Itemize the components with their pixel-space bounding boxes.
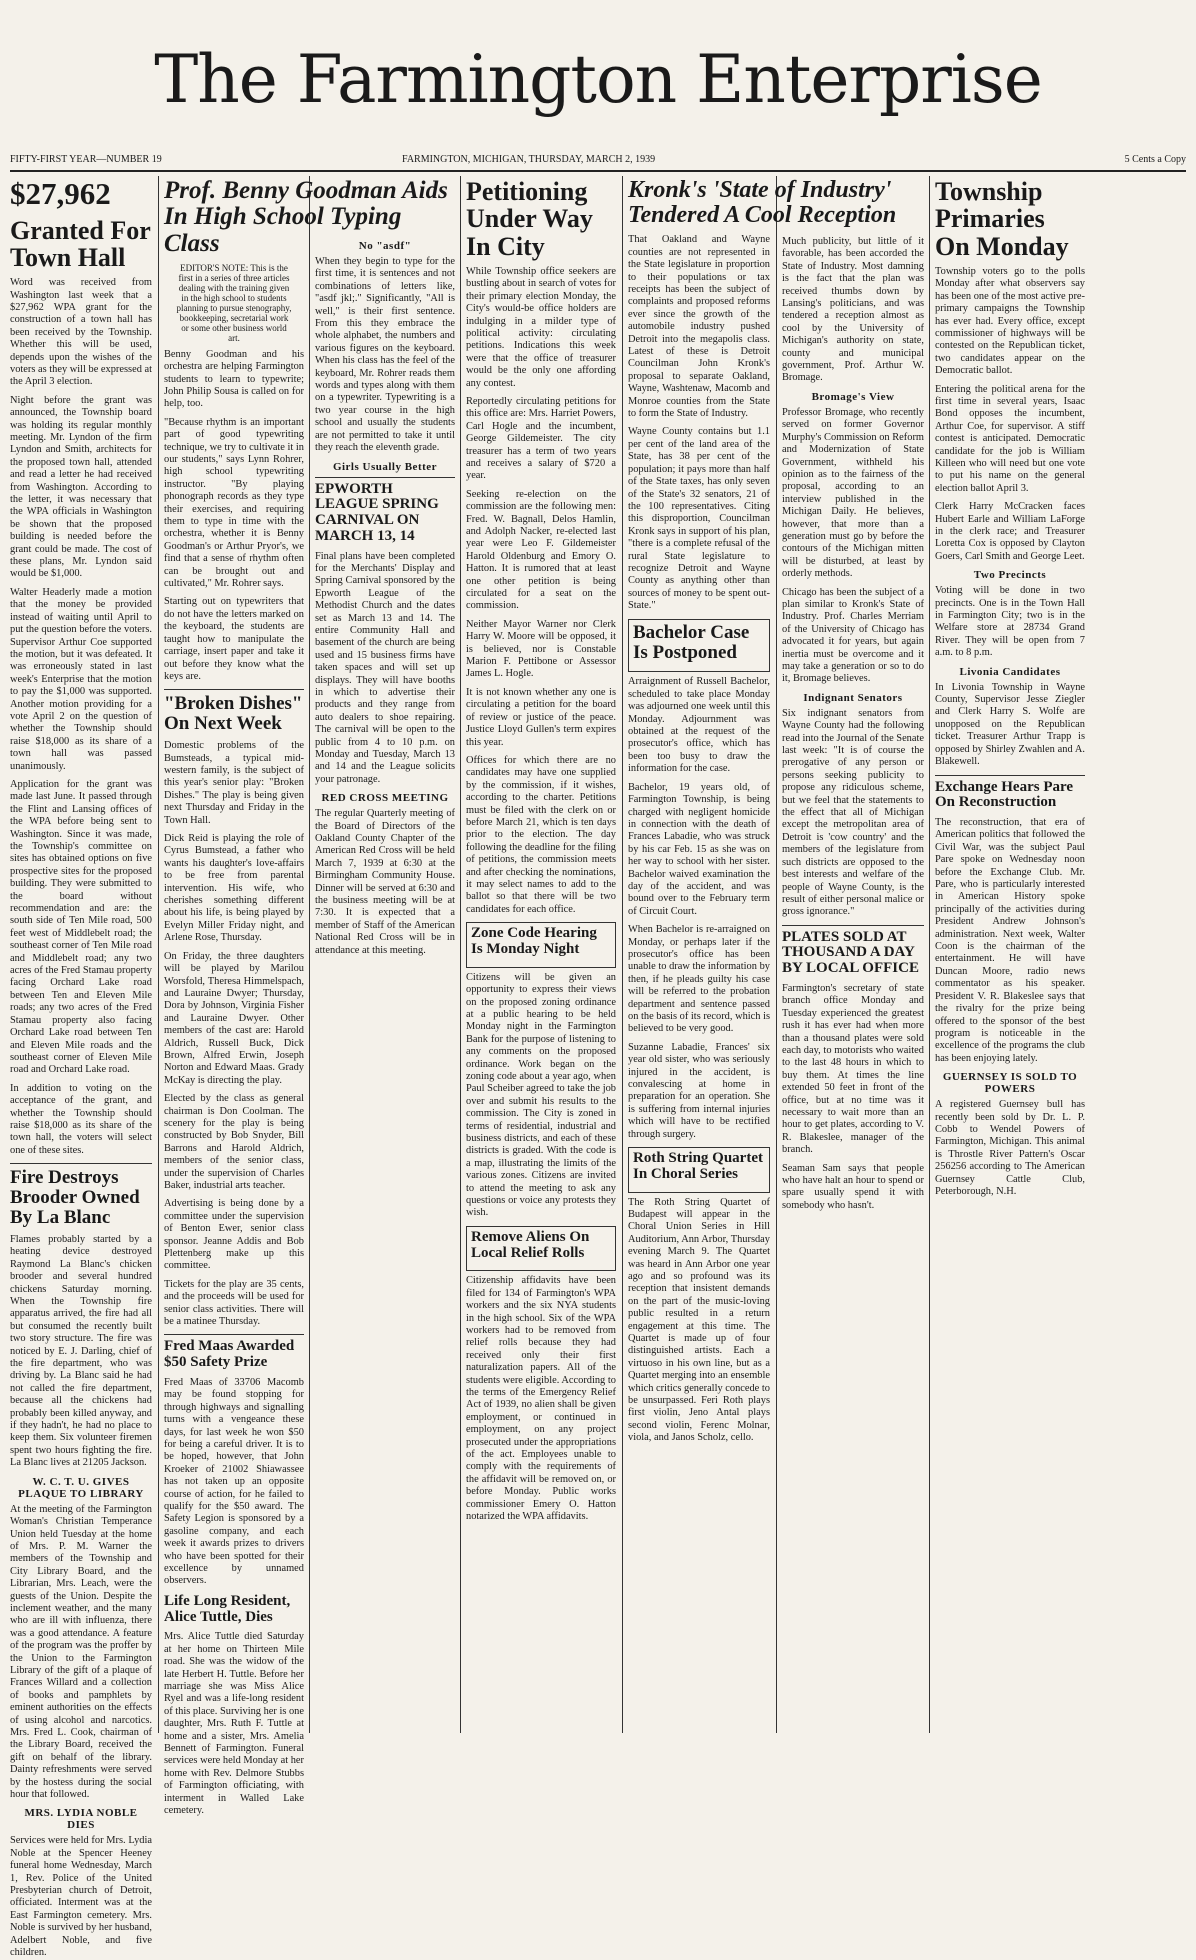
article-paragraph: On Friday, the three daughters will be played by Marilou Worsfold, Theresa Himmelspach, and Lauraine Dwyer; Thursday, Dora by Johnson, Virginia Fisher and Lauraine Dwyer. Other members of the cast are: Harold Aldrich, Russell Buck, Dick Brown, Alfred Erwin, Joseph Norton and Edward Maas. Grady McKay is directing the play. [164, 950, 304, 1086]
bachelor-box [628, 619, 770, 673]
article-paragraph: Bachelor, 19 years old, of Farmington Township, is being charged with negligent homicide in connection with the death of Frances Labadie, who was struck by his car Feb. 15 as she was on her way to school with her sister. Bachelor waived examination the day of the accident, and was bound over to the February term of Circuit Court. [628, 781, 770, 917]
headline-township: Township Primaries On Monday [935, 177, 1069, 261]
article-paragraph: Seaman Sam says that people who have halt an hour to spend or spare usually spend it with somebody who hasn't. [782, 1162, 924, 1211]
headline-goodman: Prof. Benny Goodman Aids In High School Typing Class [164, 177, 448, 257]
article-paragraph: The reconstruction, that era of American politics that followed the Civil War, was the subject Paul Pare spoke on Wednesday noon before the Exchange Club. Mr. Pare, who is particularly interested in American History spoke principally of the activities during President Andrew Johnson's administration. Next week, Walter Coon is the chairman of the entertainment. He will have Duncan Moore, radio news commentator as his speaker. President V. R. Blakeslee says that the rivalry for the prize being offered to the sponsor of the best program is noticeable in the excellence of the programs the club has been enjoying lately. [935, 817, 1085, 1064]
article-paragraph: In addition to voting on the acceptance of the grant, and whether the Township should raise $18,000 as its share of the town hall, the voters will select one of these sites. [10, 1082, 152, 1156]
headline-red-cross: RED CROSS MEETING [321, 792, 449, 805]
article-paragraph: Word was received from Washington last week that a $27,962 WPA grant for the construction of a town hall has been received by the Township. Whether this will be used, depends upon the wishes of the voters as they will be expressed at the April 3 election. [10, 277, 152, 388]
headline-broken-dishes: "Broken Dishes" On Next Week [164, 693, 303, 735]
article-paragraph: The Roth String Quartet of Budapest will appear in the Choral Union Series in Hill Auditorium, Ann Arbor, Thursday evening March 9. The Quartet was heard in Ann Arbor one year ago and so profound was its reception that insistent demands on the part of the music-loving public resulted in a return engagement at this time. The Quartet is made up of four distinguished artists. Each a virtuoso in his own line, but as a Quartet merging into an ensemble which critics generally concede to be unsurpassed. Feri Roth plays first violin, Jeno Antal plays second violin, Ferenc Molnar, viola, and Janos Scholz, cello. [628, 1196, 770, 1444]
article-paragraph: A registered Guernsey bull has recently been sold by Dr. L. P. Cobb to Wendel Powers of Farmington, Michigan. This animal is Throstle River Pattern's Oscar 256256 according to The American Guernsey Cattle Club, Peterborough, N.H. [935, 1099, 1085, 1197]
article-paragraph: Domestic problems of the Bumsteads, a typical mid-western family, is the subject of this year's senior play: "Broken Dishes." The play is being given next Thursday and Friday in the Town Hall. [164, 740, 304, 826]
article-paragraph: Reportedly circulating petitions for this office are: Mrs. Harriet Powers, Carl Hogle and the incumbent, George Gildemeister. The city treasurer has a term of two years and receives a salary of $720 a year. [466, 395, 616, 482]
article-paragraph: While Township office seekers are bustling about in search of votes for their primary election Monday, the City's would-be office holders are indulging in a milder type of political activity: circulating petitions. Indications this week were that the office of treasurer would be the only one affording any contest. [466, 265, 616, 389]
article-paragraph: When Bachelor is re-arraigned on Monday, or perhaps later if the prosecutor's office has been unable to draw the information by then, if he pleads guilty his case will be referred to the probation department and sentence passed on the basis of its record, which is believed to be very good. [628, 924, 770, 1035]
article-paragraph: Elected by the class as general chairman is Don Coolman. The scenery for the play is being constructed by Bob Snyder, Bill Barrons and Harold Aldrich, members of the senior class, under the supervision of Charles Baker, industrial arts teacher. [164, 1093, 304, 1191]
column-4 [466, 178, 616, 1733]
subhead-precincts: Two Precincts [973, 569, 1047, 582]
headline-petitioning: Petitioning Under Way In City [466, 177, 593, 261]
article-paragraph: Township voters go to the polls Monday after what observers say has been one of the most active pre-primary campaigns the Township has ever had. Every office, except commissioner of highways will be contested on the Republican ticket, two candidates appear on the Democratic ballot. [935, 265, 1085, 377]
subhead-girls: Girls Usually Better [332, 460, 438, 473]
article-paragraph: When they begin to type for the first time, it is sentences and not combinations of letters like, "asdf jkl;." Significantly, "All is well," is their first sentence. From this they embrace the whole alphabet, the numbers and various figures on the keyboard. When his class has the feel of the keyboard, Mr. Rohrer reads them words and types along with them on a typewriter. Typewriting is a two year course in the high school and usually the students are not permitted to take it until they reach the eleventh grade. [315, 256, 455, 454]
price: 5 Cents a Copy [1124, 154, 1186, 165]
column-3 [315, 236, 455, 1733]
article-paragraph: Wayne County contains but 1.1 per cent of the land area of the State, has 38 per cent of the population; it pays more than half of the State taxes, has only seven of the State's 32 senators, 21 of the 100 representatives. Citing this disproportion, Councilman Kronk says in support of his plan, "there is a complete refusal of the rural State legislature to recognize Detroit and Wayne County as anything other than sources of money to be spent out-State." [628, 426, 770, 612]
article-paragraph: Application for the grant was made last June. It passed through the Flint and Lansing offices of the WPA before being sent to Washington. Since it was made, the Township's committee on sites has obtained options on five prospective sites for the proposed building. They were submitted to the board without recommendation and are: the south side of Ten Mile road, 500 feet west of Middlebelt road; the southeast corner of Ten Mile road and Middlebelt road; any two acres of the Fred Stamau property facing Orchard Lake road between Ten and Eleven Mile roads; any two acres of the Fred Stamau property also facing Orchard Lake road between Ten and Eleven Mile roads and the southeast corner of Eleven Mile road and Orchard Lake road. [10, 778, 152, 1076]
headline-aliens: Remove Aliens On Local Relief Rolls [471, 1228, 590, 1261]
issue-number: FIFTY-FIRST YEAR—NUMBER 19 [10, 154, 162, 165]
article-paragraph: Services were held for Mrs. Lydia Noble at the Spencer Heeney funeral home Wednesday, March 1, Rev. Police of the United Presbyterian church of Detroit, officiated. Interment was at the East Farmington cemetery. Mrs. Noble is survived by her husband, Adelbert Noble, and five children. [10, 1835, 152, 1959]
article-paragraph: Seeking re-election on the commission are the following men: Fred. W. Bagnall, Delos Hamlin, and Adolph Nacker, re-elected last year were Leo F. Gildemeister Harold Oldenburg and Emory O. Hatton. It is rumored that at least one other petition is being circulated for a seat on the commission. [466, 488, 616, 612]
headline-kronk: Kronk's 'State of Industry' Tendered A Cool Reception [628, 177, 897, 229]
article-paragraph: Much publicity, but little of it favorable, has been accorded the State of Industry. Most damning is the fact that the plan was received thumbs down by Lansing's politicians, and was tendered a reception almost as cool by the University of Michigan's authority on state, county and municipal government, Prof. Arthur W. Bromage. [782, 236, 924, 384]
headline-bachelor: Bachelor Case Is Postponed [633, 621, 750, 663]
article-paragraph: Tickets for the play are 35 cents, and the proceeds will be used for senior class activities. There will be a matinee Thursday. [164, 1278, 304, 1328]
subhead-bromage: Bromage's View [811, 390, 895, 403]
zone-box [466, 922, 616, 968]
roth-box [628, 1147, 770, 1193]
article-paragraph: At the meeting of the Farmington Woman's Christian Temperance Union held Tuesday at the home of Mrs. P. M. Warner the members of the Township and City Library Board, and the Librarian, Mrs. Leach, were the guests of the Union. Despite the inclement weather, and the many who are ill with influenza, there was a good attendance. A feature of the program was the proffer by the Union to the Farmington Library of the gift of a plaque of Frances Willard and a collection of books and pamphlets by eminent authorities on the effects of using alcohol and narcotics. Mrs. Fred L. Cook, chairman of the Library Board, received the gift on behalf of the library. Dainty refreshments were served by the hostess during the social hour that followed. [10, 1503, 152, 1801]
headline-tuttle: Life Long Resident, Alice Tuttle, Dies [164, 1592, 291, 1625]
article-paragraph: Fred Maas of 33706 Macomb may be found stopping for through highways and signalling turns with a vengeance these days, for last week he won $50 for being a careful driver. It is to be hoped, however, that John Kroeker of 21002 Shiawassee has not taken up an opposite course of action, for he failed to qualify for the $50 award. The Safety Legion is sponsored by a gasoline company, and each week it awards prizes to drivers who have been spotted for their excellence by unnamed observers. [164, 1376, 304, 1587]
article-paragraph: In Livonia Township in Wayne County, Supervisor Jesse Ziegler and Clerk Harry S. Wolfe are unopposed on the Republican ticket. Treasurer Arthur Trapp is opposed by Shirley Zwahlen and A. Blakewell. [935, 681, 1085, 768]
article-paragraph: Walter Headerly made a motion that the money be provided instead of waiting until April to put the question before the voters. Supervisor Arthur Coe supported the motion, but it was defeated. It was erroneously stated in last week's Enterprise that the motion to pay the $1,000 was supported. Another motion providing for a vote April 2 on the question of whether the Township should raise $18,000 as its share of a town hall was passed unanimously. [10, 586, 152, 772]
article-paragraph: Suzanne Labadie, Frances' six year old sister, who was seriously injured in the accident, is convalescing at home in preparation for an operation. She is suffering from internal injuries which will have to be rectified through surgery. [628, 1041, 770, 1140]
article-paragraph: Citizens will be given an opportunity to express their views on the proposed zoning ordinance at a public hearing to be held Monday night in the Farmington Bank for the purpose of listening to any comments on the proposed ordinance. Work began on the zoning code about a year ago, when Paul Scheiber agreed to take the job over and submit his results to the commission. The City is zoned in terms of residential, industrial and business districts, and each of these districts is graded. With the code is a map, illustrating the limits of the various zones. Citizens are invited to attend the meeting to ask any questions or voice any protests they wish. [466, 971, 616, 1219]
article-paragraph: Citizenship affidavits have been filed for 134 of Farmington's WPA workers and the six NYA students in the high school. Six of the WPA workers had to be removed from relief rolls because they had received only their first naturalization papers. All of the students were eligible. According to the terms of the Emergency Relief Act of 1939, no alien shall be given employment, or continued in employment, on any project prosecuted under the appropriations of the act. Employees unable to comply with the requirements of the affidavit will be removed on, or before Monday. Public works commissioner Emery O. Hatton notarized the WPA affidavits. [466, 1275, 616, 1523]
headline-guernsey: GUERNSEY IS SOLD TO POWERS [942, 1071, 1078, 1096]
article-paragraph: Starting out on typewriters that do not have the letters marked on the keyboard, the students are taught how to manipulate the carriage, insert paper and take it out before they know what the keys are. [164, 596, 304, 682]
article-paragraph: That Oakland and Wayne counties are not represented in the State legislature in proportion to their populations or tax receipts has been the subject of complaints and proposed reforms ever since the growth of the automobile industry pushed Detroit into the megapolis class. Latest of these is Detroit Councilman John Kronk's proposal to separate Oakland, Wayne, Washtenaw, Macomb and Monroe counties from the State to form the State of Industry. [628, 234, 770, 420]
subhead-indignant: Indignant Senators [803, 691, 903, 704]
article-paragraph: Professor Bromage, who recently served on former Governor Murphy's Commission on Reform and Modernization of State Government, withheld his opinion as to the fairness of the proposal, according to an interview published in the Michigan Daily. He believes, however, that more than a generation must go by before the contours of the Michigan mitten will be disturbed, at least by orderly methods. [782, 406, 924, 580]
article-paragraph: Benny Goodman and his orchestra are helping Farmington students to learn to typewrite; John Philip Sousa is called on for help, too. [164, 348, 304, 410]
article-paragraph: Six indignant senators from Wayne County had the following read into the Journal of the Senate last week: "It is of course the prerogative of any person or persons seeking publicity to propose any ridiculous scheme, but we feel that the statements to the effect that all of Michigan except the metropolitan area of Detroit is 'cow country' and the members of the legislature from such districts are opposed to the best interests and welfare of the people of Wayne County, is the result of either personal malice or gross ignorance." [782, 707, 924, 918]
article-paragraph: Chicago has been the subject of a plan similar to Kronk's State of Industry. Prof. Charles Merriam of the University of Chicago has advocated it for years, but again inertia must be overcome and it may take a generation or so to do it, Bromage believes. [782, 586, 924, 685]
column-1 [10, 176, 152, 1959]
aliens-box [466, 1226, 616, 1272]
headline-maas: Fred Maas Awarded $50 Safety Prize [164, 1338, 295, 1371]
article-paragraph: Dick Reid is playing the role of Cyrus Bumstead, a father who wants his daughter's love-affairs to be free from parental intervention. His wife, who cherishes something different about his life, is being played by Evelyn Miller Friday night, and Arlene Rose, Thursday. [164, 833, 304, 944]
article-paragraph: "Because rhythm is an important part of good typewriting technique, we try to cultivate it in our students," says Lynn Rohrer, high school typewriting instructor. "By playing phonograph records as they type their exercises, and requiring them to type in time with the orchestra, whether it is Benny Goodman's or Arthur Pryor's, we find that a sense of rhythm often can be brought out and cultivated," Mr. Rohrer says. [164, 416, 304, 590]
article-paragraph: Flames probably started by a heating device destroyed Raymond La Blanc's chicken brooder and several hundred chickens Saturday morning. When the Township fire apparatus arrived, the fire had all but consumed the recently built two story structure. The fire was noticed by E. J. Darling, chief of the fire department, who was driving by. La Blanc said he had not called the fire department, because all the chickens had probably been killed anyway, and if they hadn't, he had no place to keep them. Six volunteer firemen spent two hours fighting the fire. La Blanc lives at 21205 Jackson. [10, 1233, 152, 1469]
article-paragraph: The regular Quarterly meeting of the Board of Directors of the Oakland County Chapter of the American Red Cross will be held March 7, 1939 at 6:30 at the Birmingham Community House. Dinner will be served at 6:30 and the business meeting will be at 7:30. It is expected that a member of Staff of the American National Red Cross will be in attendance at this meeting. [315, 808, 455, 956]
article-paragraph: It is not known whether any one is circulating a petition for the board of review or justice of the peace. Justice Lloyd Gullen's term expires this year. [466, 686, 616, 748]
headline-epworth: EPWORTH LEAGUE SPRING CARNIVAL ON MARCH 13, 14 [315, 480, 439, 544]
headline-zone: Zone Code Hearing Is Monday Night [471, 925, 597, 957]
column-6 [782, 236, 924, 1733]
article-paragraph: Mrs. Alice Tuttle died Saturday at her home on Thirteen Mile road. She was the widow of the late Herbert H. Tuttle. Before her marriage she was Miss Alice Ryel and was a life-long resident of this place. Surviving her is one daughter, Mrs. Ruth F. Tuttle at home and a sister, Mrs. Amelia Bennett of Farmington. Funeral services were held Monday at her home with Rev. Delmore Stubbs of Farmington officiating, with interment in Walled Lake cemetery. [164, 1631, 304, 1817]
headline-noble: MRS. LYDIA NOBLE DIES [24, 1807, 138, 1832]
headline-plates: PLATES SOLD AT THOUSAND A DAY BY LOCAL OFFICE [782, 928, 919, 977]
article-paragraph: Neither Mayor Warner nor Clerk Harry W. Moore will be opposed, it is believed, nor is Constable Marion F. Pettibone or Assessor James L. Hogle. [466, 618, 616, 680]
article-paragraph: Arraignment of Russell Bachelor, scheduled to take place Monday was adjourned one week until this Monday. Adjournment was obtained at the request of the prosecutor's office, which has been too busy to draw the information for the case. [628, 676, 770, 775]
date-location: FARMINGTON, MICHIGAN, THURSDAY, MARCH 2, 1939 [402, 154, 656, 165]
article-paragraph: Advertising is being done by a committee under the supervision of Benton Ewer, senior class sponsor. Jeanne Addis and Bob Plettenberg make up this committee. [164, 1198, 304, 1272]
article-paragraph: Night before the grant was announced, the Township board was holding its regular monthly meeting. Mr. Lyndon of the firm Lyndon and Smith, architects for the proposed town hall, attended and read a letter he had received from Washington. According to the letter, it was necessary that the WPA officials in Washington be shown that the proposed building is needed before the grant could be made. The cost of these plans, Mr. Lyndon said would be $1,000. [10, 394, 152, 580]
editor-note: EDITOR'S NOTE: This is the first in a series of three articles dealing with the training given in the high school to students planning to pursue stenography, bookkeeping, secretarial work or some other business world art. [176, 262, 292, 343]
article-paragraph: Final plans have been completed for the Merchants' Display and Spring Carnival sponsored by the Epworth League of the Methodist Church and the dates set as March 13 and 14. The entire Community Hall and basement of the church are being used and 15 business firms have taken spaces and will set up displays. They will have booths in which to advertise their products and they range from auto dealers to shoe repairing. The carnival will be open to the public from 4 to 10 p.m. on Monday and Tuesday, March 13 and 14 and the League solicits your patronage. [315, 550, 455, 785]
headline-town-hall: Granted For Town Hall [10, 215, 151, 272]
subhead-livonia: Livonia Candidates [959, 665, 1061, 678]
headline-roth: Roth String Quartet In Choral Series [633, 1150, 763, 1182]
masthead: The Farmington Enterprise [154, 41, 1042, 118]
article-paragraph: Offices for which there are no candidates may have one supplied by the commission, if it wishes, according to the charter. Petitions must be filed with the clerk on or before March 21, which is ten days prior to the election. The day following the deadline for the filing of petitions, the commission meets and after checking the nominations, it may select names to add to the ballot so that there will be two candidates for each office. [466, 754, 616, 915]
article-paragraph: Entering the political arena for the first time in several years, Isaac Bond opposes the incumbent, Arthur Coe, for supervisor. A stiff contest is anticipated. Democratic candidate for the job is William Killeen who will need but one vote to put his name on the general election ballot April 3. [935, 383, 1085, 494]
headline-amount: $27,962 [10, 176, 111, 211]
headline-fire: Fire Destroys Brooder Owned By La Blanc [10, 1167, 140, 1229]
article-paragraph: Voting will be done in two precincts. One is in the Town Hall in Farmington City; two is in the Welfare store at 28734 Grand River. They will be open from 7 a.m. to 8 p.m. [935, 585, 1085, 659]
headline-wctu: W. C. T. U. GIVES PLAQUE TO LIBRARY [18, 1475, 144, 1500]
dateline [10, 154, 1186, 172]
subhead-no-asdf: No "asdf" [358, 240, 412, 252]
column-7 [935, 178, 1085, 1733]
headline-exchange: Exchange Hears Pare On Reconstruction [935, 778, 1074, 811]
article-paragraph: Clerk Harry McCracken faces Hubert Earle and William LaForge in the clerk race; and Treasurer Loretta Cox is opposed by Clayton Goers, Carl Smith and George Leet. [935, 501, 1085, 562]
article-paragraph: Farmington's secretary of state branch office Monday and Tuesday experienced the greatest rush it has ever had when more than a thousand plates were sold each day, to motorists who waited to the last 48 hours in which to buy them. At times the line extended 50 feet in front of the office, but at no time was it necessary to wait more than an hour to get plates, according to V. R. Blakeslee, manager of the branch. [782, 982, 924, 1156]
headline-kronk-wrap [628, 178, 920, 228]
